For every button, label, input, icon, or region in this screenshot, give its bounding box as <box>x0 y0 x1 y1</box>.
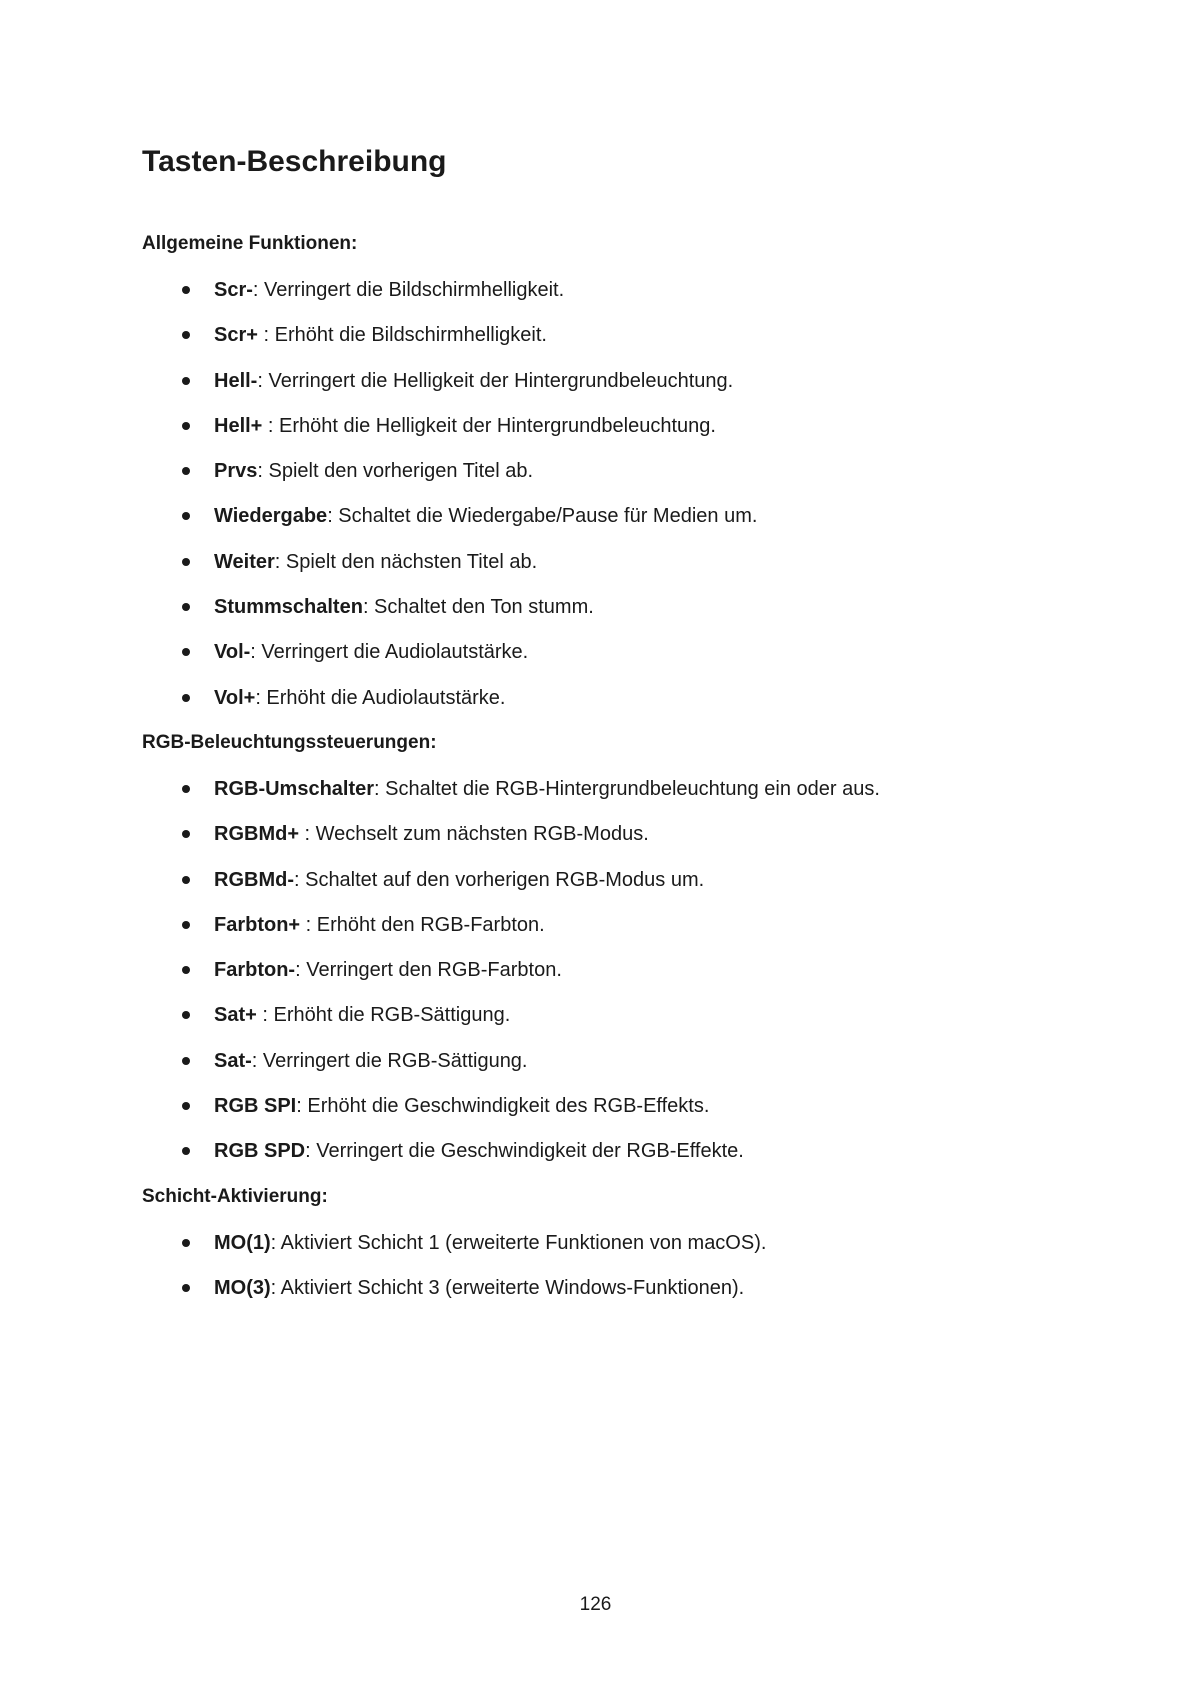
key-description: : Erhöht die RGB-Sättigung. <box>256 1004 511 1027</box>
section-heading: Schicht-Aktivierung: <box>142 1185 328 1207</box>
key-description: : Erhöht die Geschwindigkeit des RGB-Effekts. <box>296 1095 710 1118</box>
key-description: : Aktiviert Schicht 3 (erweiterte Windows-Funktionen). <box>270 1276 745 1299</box>
list-item <box>142 1043 1102 1088</box>
list-item <box>142 498 1102 543</box>
key-description: : Erhöht die Bildschirmhelligkeit. <box>257 324 547 347</box>
bullet-icon <box>182 876 190 884</box>
list-item <box>142 771 1102 816</box>
bullet-icon <box>182 512 190 520</box>
bullet-icon <box>182 1102 190 1110</box>
key-description: : Spielt den vorherigen Titel ab. <box>257 460 534 483</box>
key-description: : Schaltet den Ton stumm. <box>362 596 594 619</box>
key-name: Sat- <box>214 1049 252 1072</box>
key-name: Prvs <box>214 460 258 483</box>
bullet-icon <box>182 1239 190 1247</box>
bullet-icon <box>182 1057 190 1065</box>
key-name: Hell- <box>214 369 258 392</box>
key-name: Sat+ <box>214 1004 257 1027</box>
key-description: : Erhöht die Audiolautstärke. <box>255 686 506 709</box>
key-name: Wiedergabe <box>214 505 328 528</box>
key-description-content <box>142 226 1102 1315</box>
key-name: Weiter <box>214 550 275 573</box>
list-item <box>142 997 1102 1042</box>
key-description: : Verringert die Helligkeit der Hintergrundbeleuchtung. <box>257 369 734 392</box>
key-name: Stummschalten <box>214 596 363 619</box>
list-item <box>142 634 1102 679</box>
list-item <box>142 544 1102 589</box>
key-description: : Schaltet auf den vorherigen RGB-Modus um. <box>293 868 705 891</box>
page-number: 126 <box>579 1594 612 1615</box>
bullet-icon <box>182 966 190 974</box>
key-name: MO(1) <box>214 1231 271 1254</box>
bullet-icon <box>182 467 190 475</box>
list-item <box>142 816 1102 861</box>
key-list <box>142 272 1102 725</box>
list-item <box>142 408 1102 453</box>
list-item <box>142 272 1102 317</box>
key-description: : Erhöht die Helligkeit der Hintergrundbeleuchtung. <box>262 414 716 437</box>
bullet-icon <box>182 1284 190 1292</box>
list-item <box>142 1225 1102 1270</box>
bullet-icon <box>182 648 190 656</box>
key-name: Scr- <box>214 279 253 301</box>
bullet-icon <box>182 785 190 793</box>
key-name: RGB SPI <box>214 1095 297 1118</box>
bullet-icon <box>182 830 190 838</box>
bullet-icon <box>182 1147 190 1155</box>
key-name: Farbton- <box>214 959 296 982</box>
key-description: : Verringert die Bildschirmhelligkeit. <box>252 279 565 301</box>
bullet-icon <box>182 422 190 430</box>
list-item <box>142 1133 1102 1178</box>
key-description: : Erhöht den RGB-Farbton. <box>300 913 545 936</box>
key-description: : Schaltet die RGB-Hintergrundbeleuchtung ein oder aus. <box>374 777 880 800</box>
list-item <box>142 317 1102 362</box>
key-name: RGBMd+ <box>214 823 299 846</box>
page-title: Tasten-Beschreibung <box>142 145 447 178</box>
bullet-icon <box>182 331 190 339</box>
key-name: RGB-Umschalter <box>214 777 375 800</box>
bullet-icon <box>182 1011 190 1019</box>
key-description: : Verringert die RGB-Sättigung. <box>251 1049 528 1072</box>
bullet-icon <box>182 694 190 702</box>
key-description: : Aktiviert Schicht 1 (erweiterte Funktionen von macOS). <box>270 1231 767 1254</box>
list-item <box>142 589 1102 634</box>
list-item <box>142 453 1102 498</box>
key-name: Vol+ <box>214 686 256 709</box>
list-item <box>142 1270 1102 1315</box>
key-list <box>142 771 1102 1179</box>
list-item <box>142 952 1102 997</box>
key-name: RGB SPD <box>214 1140 306 1163</box>
key-name: RGBMd- <box>214 868 294 891</box>
bullet-icon <box>182 377 190 385</box>
section-heading: Allgemeine Funktionen: <box>142 233 358 254</box>
key-name: Farbton+ <box>214 913 301 936</box>
key-description: : Verringert die Audiolautstärke. <box>250 641 529 664</box>
key-name: Hell+ <box>214 414 263 437</box>
bullet-icon <box>182 286 190 294</box>
bullet-icon <box>182 558 190 566</box>
key-description: : Verringert die Geschwindigkeit der RGB-Effekte. <box>305 1140 744 1163</box>
key-name: MO(3) <box>214 1276 271 1299</box>
bullet-icon <box>182 921 190 929</box>
list-item <box>142 862 1102 907</box>
key-list <box>142 1225 1102 1316</box>
bullet-icon <box>182 603 190 611</box>
list-item <box>142 907 1102 952</box>
list-item <box>142 1088 1102 1133</box>
list-item <box>142 363 1102 408</box>
list-item <box>142 680 1102 725</box>
key-name: Vol- <box>214 641 251 664</box>
key-description: : Schaltet die Wiedergabe/Pause für Medien um. <box>327 505 758 528</box>
key-description: : Spielt den nächsten Titel ab. <box>274 550 538 573</box>
section-heading: RGB-Beleuchtungssteuerungen: <box>142 731 437 753</box>
key-description: : Verringert den RGB-Farbton. <box>295 959 562 982</box>
key-name: Scr+ <box>214 324 258 347</box>
key-description: : Wechselt zum nächsten RGB-Modus. <box>299 823 649 846</box>
